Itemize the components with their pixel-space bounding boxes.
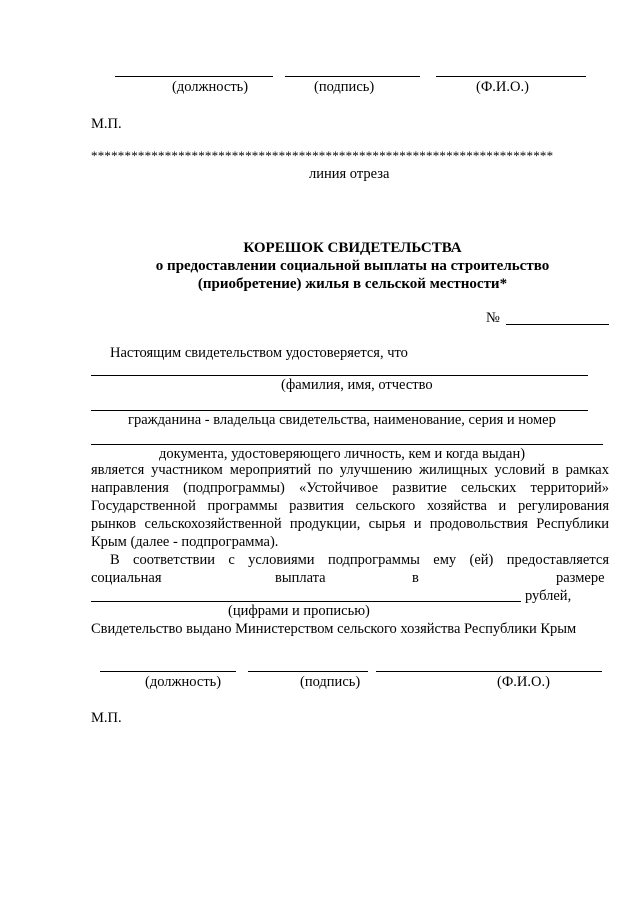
stamp-mark-bottom: М.П.	[91, 710, 122, 726]
paragraph2-word-3: в	[412, 570, 419, 586]
top-signature-line	[285, 76, 420, 77]
bottom-position-line	[100, 671, 236, 672]
top-position-caption: (должность)	[172, 79, 249, 95]
paragraph2-line1: В соответствии с условиями подпрограммы ему (ей) предоставляется	[110, 552, 609, 568]
document-caption: документа, удостоверяющего личность, кем и когда выдан)	[159, 446, 526, 462]
stamp-mark-top: М.П.	[91, 116, 122, 132]
rubles-label: рублей,	[525, 588, 572, 604]
fio-caption: (фамилия, имя, отчество	[281, 377, 433, 393]
amount-caption: (цифрами и прописью)	[228, 603, 370, 619]
paragraph2-word-4: размере	[556, 570, 605, 586]
issued-by-text: Свидетельство выдано Министерством сельского хозяйства Республики Крым	[91, 621, 577, 637]
paragraph1-line2: направления (подпрограммы) «Устойчивое развитие сельских территорий»	[91, 480, 609, 496]
paragraph1-line3: Государственной программы развития сельского хозяйства и регулирования	[91, 498, 609, 514]
number-field-line	[506, 324, 609, 325]
top-signature-caption: (подпись)	[314, 79, 375, 95]
document-subtitle-1: о предоставлении социальной выплаты на строительство	[155, 258, 550, 274]
bottom-name-caption: (Ф.И.О.)	[497, 674, 550, 690]
citizen-line	[91, 410, 588, 411]
amount-line	[91, 601, 521, 602]
document-title: КОРЕШОК СВИДЕТЕЛЬСТВА	[243, 240, 462, 256]
bottom-signature-caption: (подпись)	[300, 674, 361, 690]
bottom-signature-line	[248, 671, 368, 672]
number-label: №	[486, 310, 500, 326]
cut-line-label: линия отреза	[309, 166, 390, 182]
cut-line-stars: *********************************************************************	[91, 148, 554, 163]
document-line	[91, 444, 603, 445]
paragraph2-word-1: социальная	[91, 570, 162, 586]
paragraph2-word-2: выплата	[275, 570, 326, 586]
top-name-caption: (Ф.И.О.)	[476, 79, 529, 95]
fio-line	[91, 375, 588, 376]
top-name-line	[436, 76, 586, 77]
citizen-caption: гражданина - владельца свидетельства, наименование, серия и номер	[128, 412, 556, 428]
bottom-name-line	[376, 671, 602, 672]
intro-text: Настоящим свидетельством удостоверяется, что	[110, 345, 408, 361]
paragraph1-line1: является участником мероприятий по улучшению жилищных условий в рамках	[91, 462, 609, 478]
paragraph1-line4: рынков сельскохозяйственной продукции, сырья и продовольствия Республики	[91, 516, 609, 532]
bottom-position-caption: (должность)	[145, 674, 222, 690]
paragraph1-line5: Крым (далее - подпрограмма).	[91, 534, 279, 550]
document-subtitle-2: (приобретение) жилья в сельской местности*	[197, 276, 508, 292]
top-position-line	[115, 76, 273, 77]
